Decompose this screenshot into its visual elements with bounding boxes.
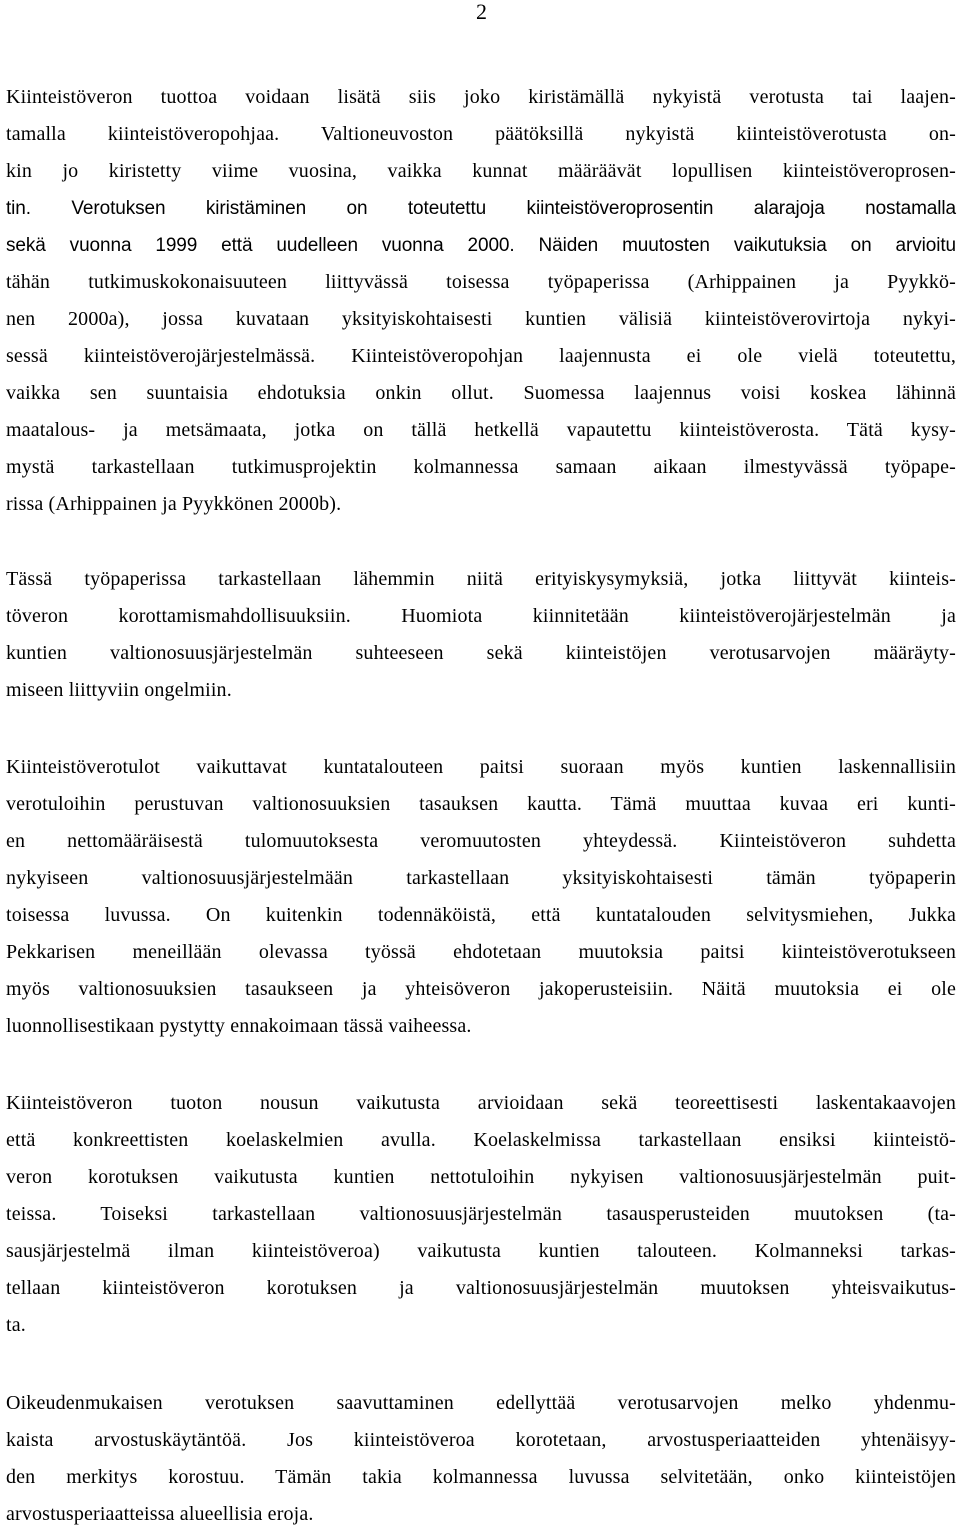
text-line: että konkreettisten koelaskelmien avulla. Koelaskelmissa tarkastellaan ensiksi kiinteistö- <box>6 1129 956 1151</box>
text-line: vaikka sen suuntaisia ehdotuksia onkin ollut. Suomessa laajennus voisi koskea lähinnä <box>6 382 956 404</box>
text-line: kuntien valtionosuusjärjestelmän suhteeseen sekä kiinteistöjen verotusarvojen määräyty- <box>6 642 956 664</box>
text-line: mystä tarkastellaan tutkimusprojektin kolmannessa samaan aikaan ilmestyvässä työpape- <box>6 456 956 478</box>
text-line: Pekkarisen meneillään olevassa työssä ehdotetaan muutoksia paitsi kiinteistöverotukseen <box>6 941 956 963</box>
text-line: sausjärjestelmä ilman kiinteistöveroa) vaikutusta kuntien talouteen. Kolmanneksi tarkas- <box>6 1240 956 1262</box>
text-line: rissa (Arhippainen ja Pyykkönen 2000b). <box>6 493 342 515</box>
paragraph-5 <box>6 1385 956 1533</box>
text-line: Oikeudenmukaisen verotuksen saavuttaminen edellyttää verotusarvojen melko yhdenmu- <box>6 1392 956 1414</box>
text-line: arvostusperiaatteissa alueellisia eroja. <box>6 1503 314 1525</box>
text-line: nen 2000a), jossa kuvataan yksityiskohtaisesti kuntien välisiä kiinteistöverovirtoja nykyi- <box>6 308 956 330</box>
text-line: kaista arvostuskäytäntöä. Jos kiinteistöveroa korotetaan, arvostusperiaatteiden yhtenäisyy- <box>6 1429 956 1451</box>
text-line: Kiinteistöverotulot vaikuttavat kuntatalouteen paitsi suoraan myös kuntien laskennallisiin <box>6 756 956 778</box>
text-line: tähän tutkimuskokonaisuuteen liittyvässä toisessa työpaperissa (Arhippainen ja Pyykkö- <box>6 271 956 293</box>
text-line: den merkitys korostuu. Tämän takia kolmannessa luvussa selvitetään, onko kiinteistöjen <box>6 1466 956 1488</box>
text-line: kin jo kiristetty viime vuosina, vaikka kunnat määräävät lopullisen kiinteistöveroprosen- <box>6 160 956 182</box>
text-line: nykyiseen valtionosuusjärjestelmään tarkastellaan yksityiskohtaisesti tämän työpaperin <box>6 867 956 889</box>
text-line: luonnollisestikaan pystytty ennakoimaan tässä vaiheessa. <box>6 1015 472 1037</box>
text-line: tellaan kiinteistöveron korotuksen ja valtionosuusjärjestelmän muutoksen yhteisvaikutus- <box>6 1277 956 1299</box>
text-line: ta. <box>6 1314 26 1336</box>
paragraph-2 <box>6 561 956 709</box>
text-line: en nettomääräisestä tulomuutoksesta veromuutosten yhteydessä. Kiinteistöveron suhdetta <box>6 830 956 852</box>
text-line: toisessa luvussa. On kuitenkin todennäköistä, että kuntatalouden selvitysmiehen, Jukka <box>6 904 956 926</box>
text-line: Kiinteistöveron tuoton nousun vaikutusta arvioidaan sekä teoreettisesti laskentakaavojen <box>6 1092 956 1114</box>
paragraph-4 <box>6 1085 956 1344</box>
paragraph-1 <box>6 79 956 523</box>
text-line: tamalla kiinteistöveropohjaa. Valtioneuvoston päätöksillä nykyistä kiinteistöverotusta on- <box>6 123 956 145</box>
text-line: Kiinteistöveron tuottoa voidaan lisätä siis joko kiristämällä nykyistä verotusta tai laajen- <box>6 86 956 108</box>
text-line: töveron korottamismahdollisuuksiin. Huomiota kiinnitetään kiinteistöverojärjestelmän ja <box>6 605 956 627</box>
text-line: sekä vuonna 1999 että uudelleen vuonna 2000. Näiden muutosten vaikutuksia on arvioitu <box>6 235 956 256</box>
text-line: verotuloihin perustuvan valtionosuuksien tasauksen kautta. Tämä muuttaa kuvaa eri kunti- <box>6 793 956 815</box>
paragraph-3 <box>6 749 956 1045</box>
text-line: veron korotuksen vaikutusta kuntien nettotuloihin nykyisen valtionosuusjärjestelmän puit- <box>6 1166 956 1188</box>
text-line: teissa. Toiseksi tarkastellaan valtionosuusjärjestelmän tasausperusteiden muutoksen (ta- <box>6 1203 956 1225</box>
text-line: miseen liittyviin ongelmiin. <box>6 679 232 701</box>
text-line: myös valtionosuuksien tasaukseen ja yhteisöveron jakoperusteisiin. Näitä muutoksia ei ole <box>6 978 956 1000</box>
text-line: tin. Verotuksen kiristäminen on toteutettu kiinteistöveroprosentin alarajoja nostamalla <box>6 198 956 219</box>
text-line: Tässä työpaperissa tarkastellaan lähemmin niitä erityiskysymyksiä, jotka liittyvät kiinteis- <box>6 568 956 590</box>
text-line: sessä kiinteistöverojärjestelmässä. Kiinteistöveropohjan laajennusta ei ole vielä toteutettu, <box>6 345 956 367</box>
text-line: maatalous- ja metsämaata, jotka on tällä hetkellä vapautettu kiinteistöverosta. Tätä kysy- <box>6 419 956 441</box>
page-number: 2 <box>476 0 487 24</box>
